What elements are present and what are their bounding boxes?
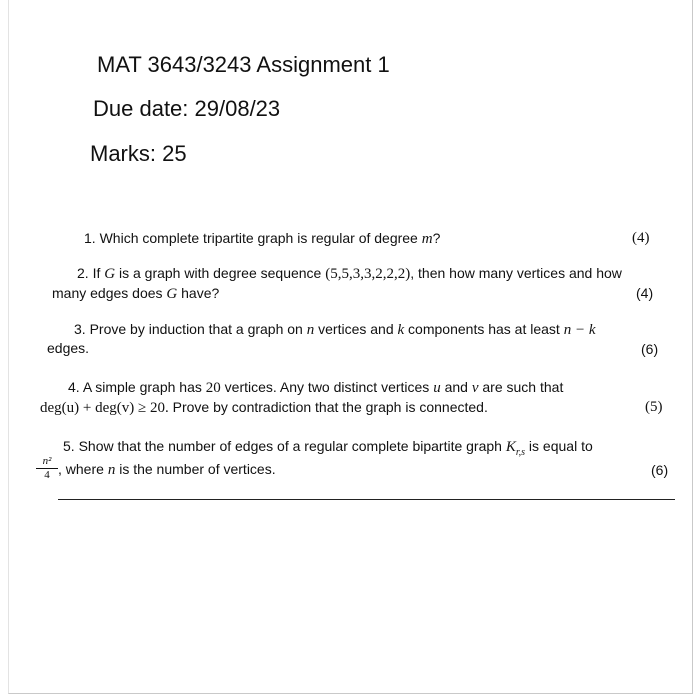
math-expr: n <box>107 462 116 478</box>
question-text: Prove by contradiction that the graph is connected. <box>168 399 488 415</box>
question-5-line-2 <box>58 460 276 480</box>
question-number: 4. <box>68 379 80 395</box>
question-text: components has at least <box>404 321 564 337</box>
question-text: A simple graph has <box>82 379 206 395</box>
fraction-n-squared-over-4 <box>36 456 58 481</box>
question-text: , where <box>58 461 108 477</box>
math-expr: n − k <box>563 322 596 338</box>
math-expr: u <box>433 380 441 396</box>
question-text: If <box>92 265 105 281</box>
question-text: are such that <box>478 379 564 395</box>
math-expr: K <box>505 439 516 455</box>
math-expr: m <box>421 231 433 247</box>
question-text: vertices and <box>314 321 398 337</box>
question-4-marks: (5) <box>645 399 663 415</box>
question-number: 3. <box>74 321 86 337</box>
question-text: ? <box>432 230 441 246</box>
question-3-line-1 <box>74 320 596 340</box>
question-text: many edges does <box>52 285 167 301</box>
question-text: have? <box>177 285 220 301</box>
math-expr: n <box>306 322 315 338</box>
question-text: is the number of vertices. <box>115 461 276 477</box>
due-date: Due date: 29/08/23 <box>93 96 281 121</box>
math-expr: G <box>166 286 178 302</box>
question-5-marks: (6) <box>651 462 669 478</box>
question-2-line-1 <box>77 264 622 284</box>
question-number: 5. <box>63 438 75 454</box>
question-text: , then how many vertices and how <box>410 265 622 281</box>
math-expr: G <box>104 266 116 282</box>
question-4-line-1 <box>68 378 563 398</box>
question-text: is a graph with degree sequence <box>115 265 326 281</box>
question-5-line-1 <box>63 437 593 462</box>
question-4-line-2 <box>40 398 488 418</box>
fraction-denominator: 4 <box>44 469 50 481</box>
math-expr: v <box>471 380 479 396</box>
question-text: and <box>440 379 472 395</box>
question-2-marks: (4) <box>636 285 654 301</box>
horizontal-rule <box>58 499 675 500</box>
total-marks: Marks: 25 <box>90 141 187 166</box>
math-expr: k <box>397 322 405 338</box>
math-expr: 20 <box>205 380 221 396</box>
question-2-line-2 <box>52 284 219 304</box>
question-text: vertices. Any two distinct vertices <box>220 379 434 395</box>
question-1-line-1 <box>84 229 440 249</box>
fraction-numerator: n² <box>36 456 58 469</box>
question-number: 2. <box>77 265 89 281</box>
math-expr: deg(u) + deg(v) ≥ 20. <box>40 400 169 416</box>
question-text: is equal to <box>525 438 593 454</box>
question-text: Prove by induction that a graph on <box>89 321 307 337</box>
assignment-title: MAT 3643/3243 Assignment 1 <box>97 52 390 77</box>
question-text: Show that the number of edges of a regular complete bipartite graph <box>78 438 506 454</box>
math-expr: (5,5,3,3,2,2,2) <box>325 266 411 282</box>
question-number: 1. <box>84 230 96 246</box>
question-3-marks: (6) <box>641 341 659 357</box>
question-3-line-2: edges. <box>47 340 90 356</box>
math-subscript: r,s <box>515 446 526 458</box>
question-text: Which complete tripartite graph is regular of degree <box>99 230 422 246</box>
question-1-marks: (4) <box>632 230 650 246</box>
